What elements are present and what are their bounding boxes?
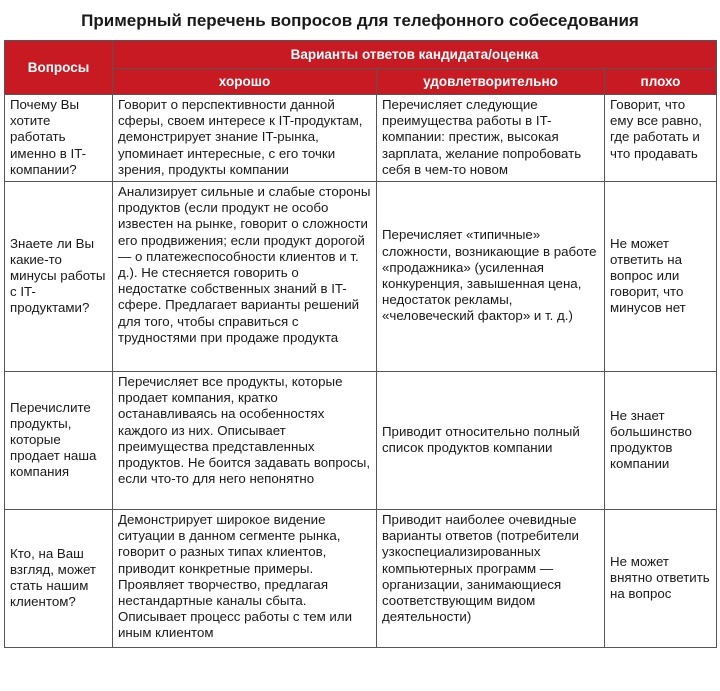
ok-answer-cell: Перечисляет «типичные» сложности, возникающие в работе «продажника» (усиленная конкуренция, завышенная цена, недостаток рекламы, «человеческий фактор» и т. д.) (377, 182, 605, 372)
table-row (5, 95, 717, 182)
bad-answer-cell: Не может ответить на вопрос или говорит, что минусов нет (605, 182, 717, 372)
good-answer-cell: Анализирует сильные и слабые стороны продуктов (если продукт не особо известен на рынке, говорит о сложности его продвижения; если продукт дорогой — о платежеспособности клиентов и т. д.). Не стесняется говорить о недостатке собственных знаний в IT-сфере. Предлагает варианты решений для того, чтобы справиться с трудностями при продаже продукта (113, 182, 377, 372)
good-answer-cell: Перечисляет все продукты, которые продает компания, кратко останавливаясь на особенностях каждого из них. Описывает преимущества представленных продуктов. Не боится задавать вопросы, если что-то для него непонятно (113, 372, 377, 510)
ok-answer-cell: Приводит наиболее очевидные варианты ответов (потребители узкоспециализированных компьютерных программ — организации, занимающиеся соответствующим видом деятельности) (377, 510, 605, 648)
table-row (5, 372, 717, 510)
good-answer-cell: Демонстрирует широкое видение ситуации в данном сегменте рынка, говорит о разных типах клиентов, приводит конкретные примеры. Проявляет творчество, предлагая нестандартные каналы сбыта. Описывает процесс работы с тем или иным клиентом (113, 510, 377, 648)
question-cell: Знаете ли Вы какие-то минусы работы с IT-продуктами? (5, 182, 113, 372)
answers-header: Варианты ответов кандидата/оценка (113, 41, 717, 69)
bad-answer-cell: Не знает большинство продуктов компании (605, 372, 717, 510)
ok-answer-cell: Перечисляет следующие преимущества работы в IT-компании: престиж, высокая зарплата, желание попробовать себя в чем-то новом (377, 95, 605, 182)
good-header: хорошо (113, 69, 377, 95)
question-cell: Перечислите продукты, которые продает наша компания (5, 372, 113, 510)
questions-header: Вопросы (5, 41, 113, 95)
table-row (5, 182, 717, 372)
interview-questions-table (4, 40, 717, 648)
question-cell: Кто, на Ваш взгляд, может стать нашим клиентом? (5, 510, 113, 648)
bad-answer-cell: Говорит, что ему все равно, где работать и что продавать (605, 95, 717, 182)
ok-header: удовлетворительно (377, 69, 605, 95)
table-row (5, 510, 717, 648)
bad-header: плохо (605, 69, 717, 95)
header-row-main (5, 41, 717, 69)
good-answer-cell: Говорит о перспективности данной сферы, своем интересе к IT-продуктам, демонстрирует знание IT-рынка, упоминает интересные, с его точки зрения, продукты компании (113, 95, 377, 182)
bad-answer-cell: Не может внятно ответить на вопрос (605, 510, 717, 648)
question-cell: Почему Вы хотите работать именно в IT-компании? (5, 95, 113, 182)
page-title: Примерный перечень вопросов для телефонного собеседования (81, 11, 639, 30)
ok-answer-cell: Приводит относительно полный список продуктов компании (377, 372, 605, 510)
